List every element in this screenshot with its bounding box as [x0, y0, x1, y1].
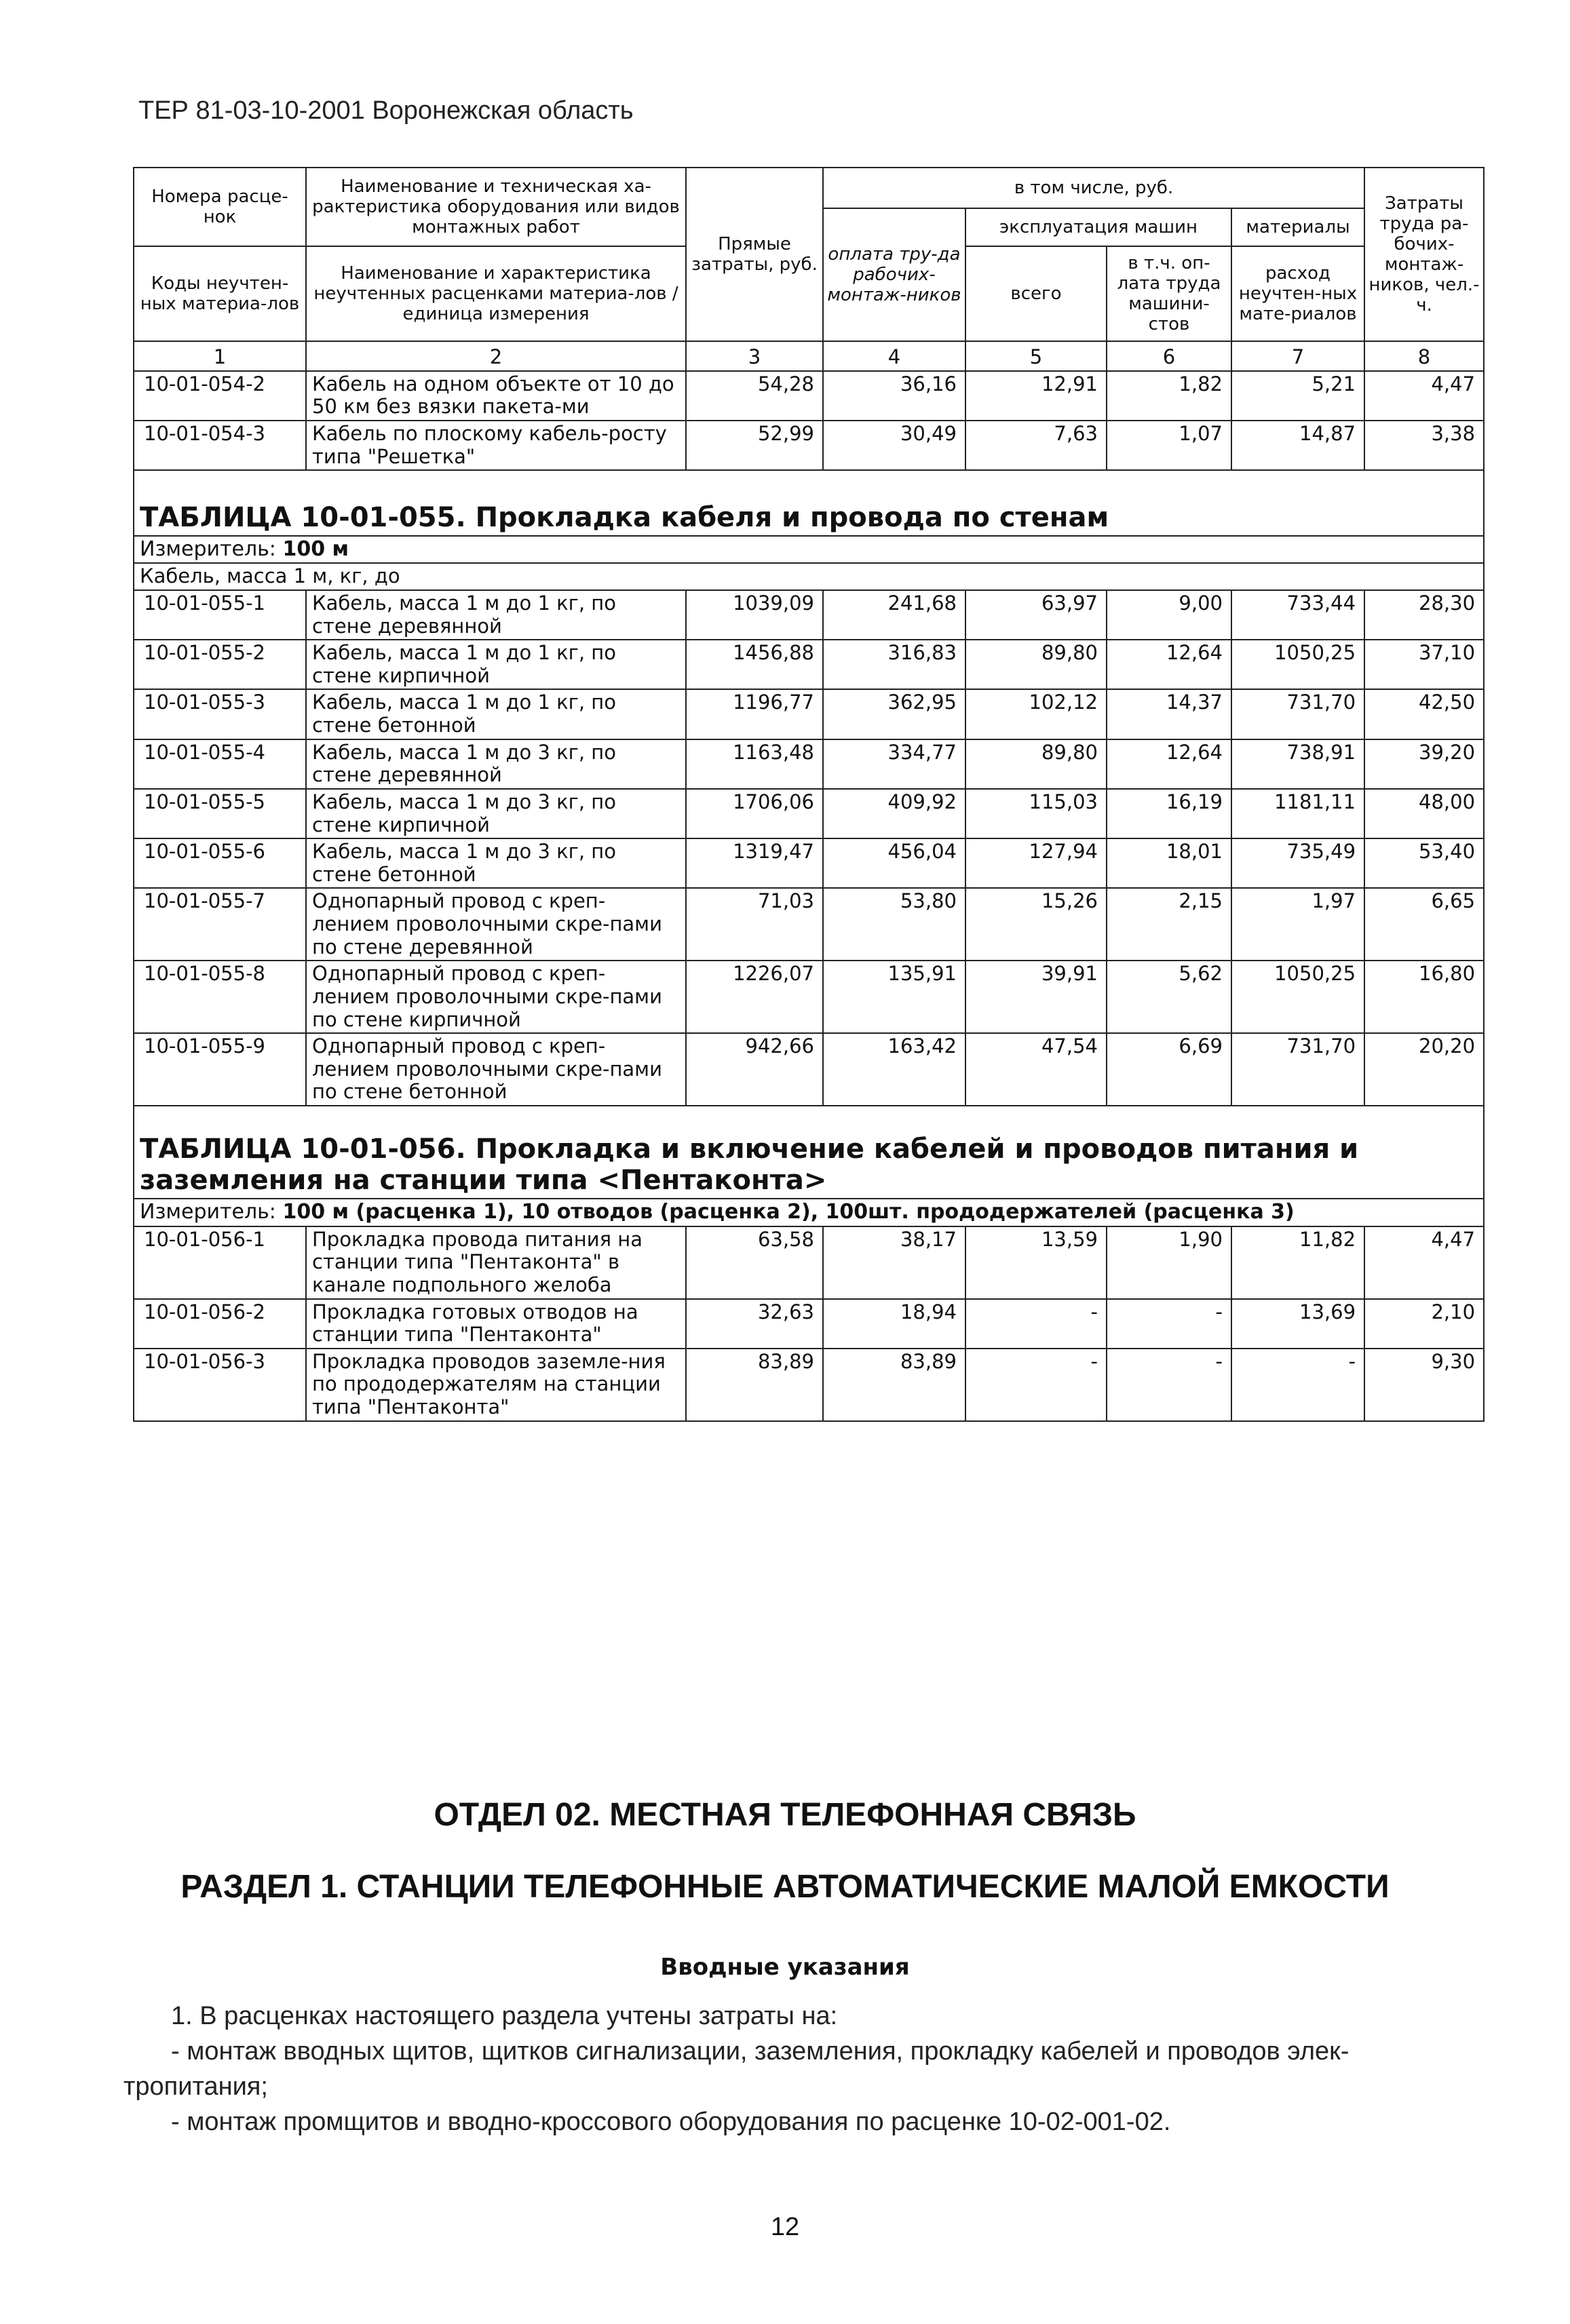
row-code: 10-01-055-1	[134, 590, 306, 640]
intro-text	[123, 1998, 1480, 2139]
row-name: Прокладка провода питания на станции типа "Пентаконта" в канале подпольного желоба	[306, 1226, 686, 1299]
intro-paragraph: 1. В расценках настоящего раздела учтены затраты на:	[171, 2002, 838, 2030]
row-value-c4: 456,04	[823, 838, 965, 888]
row-value-c6: 12,64	[1107, 739, 1231, 789]
row-value-c3: 1163,48	[686, 739, 823, 789]
row-name: Однопарный провод с креп-лением проволочными скре-пами по стене бетонной	[306, 1033, 686, 1106]
col-number: 5	[965, 341, 1107, 371]
row-value-c3: 63,58	[686, 1226, 823, 1299]
row-value-c8: 28,30	[1364, 590, 1484, 640]
table-row	[134, 789, 1484, 838]
row-value-c8: 6,65	[1364, 888, 1484, 961]
row-value-c8: 2,10	[1364, 1299, 1484, 1349]
row-value-c4: 53,80	[823, 888, 965, 961]
header-machinist-pay: в т.ч. оп-лата труда машини-стов	[1107, 246, 1231, 341]
table-row	[134, 1299, 1484, 1349]
header-labor: Затраты труда ра-бочих-монтаж-ников, чел.-ч.	[1364, 168, 1484, 341]
row-value-c7: -	[1231, 1349, 1364, 1421]
row-value-c6: 18,01	[1107, 838, 1231, 888]
row-value-c4: 135,91	[823, 961, 965, 1033]
measure-value: 100 м (расценка 1), 10 отводов (расценка 2), 100шт. прододержателей (расценка 3)	[282, 1199, 1295, 1224]
row-value-c4: 30,49	[823, 421, 965, 470]
row-value-c3: 942,66	[686, 1033, 823, 1106]
measure-label: Измеритель:	[140, 537, 283, 561]
col-number: 6	[1107, 341, 1231, 371]
table-055-subheading: Кабель, масса 1 м, кг, до	[134, 563, 1484, 590]
row-name: Кабель, масса 1 м до 3 кг, по стене бетонной	[306, 838, 686, 888]
row-value-c8: 48,00	[1364, 789, 1484, 838]
row-code: 10-01-055-6	[134, 838, 306, 888]
table-row	[134, 961, 1484, 1033]
row-value-c7: 1050,25	[1231, 961, 1364, 1033]
row-code: 10-01-055-9	[134, 1033, 306, 1106]
row-value-c3: 1706,06	[686, 789, 823, 838]
row-code: 10-01-054-2	[134, 371, 306, 421]
row-value-c6: 1,07	[1107, 421, 1231, 470]
header-codes-bottom: Коды неучтен-ных материа-лов	[134, 246, 306, 341]
row-value-c8: 9,30	[1364, 1349, 1484, 1421]
col-number: 3	[686, 341, 823, 371]
table-row	[134, 1349, 1484, 1421]
row-value-c8: 4,47	[1364, 1226, 1484, 1299]
row-code: 10-01-055-7	[134, 888, 306, 961]
row-value-c7: 731,70	[1231, 689, 1364, 739]
row-value-c6: 16,19	[1107, 789, 1231, 838]
row-value-c5: 7,63	[965, 421, 1107, 470]
rows-056	[134, 1226, 1484, 1421]
row-value-c6: 1,82	[1107, 371, 1231, 421]
row-value-c4: 316,83	[823, 640, 965, 689]
row-value-c8: 37,10	[1364, 640, 1484, 689]
intro-title: Вводные указания	[660, 1954, 910, 1981]
measure-label: Измеритель:	[140, 1199, 283, 1224]
row-value-c7: 738,91	[1231, 739, 1364, 789]
row-value-c8: 20,20	[1364, 1033, 1484, 1106]
rows-055	[134, 590, 1484, 1106]
row-value-c8: 42,50	[1364, 689, 1484, 739]
row-code: 10-01-056-1	[134, 1226, 306, 1299]
header-materials-sub: расход неучтен-ных мате-риалов	[1231, 246, 1364, 341]
row-value-c7: 1050,25	[1231, 640, 1364, 689]
row-value-c6: 5,62	[1107, 961, 1231, 1033]
row-value-c3: 1456,88	[686, 640, 823, 689]
row-value-c4: 83,89	[823, 1349, 965, 1421]
row-value-c6: 14,37	[1107, 689, 1231, 739]
row-value-c3: 71,03	[686, 888, 823, 961]
row-value-c7: 735,49	[1231, 838, 1364, 888]
price-table	[133, 167, 1485, 1422]
row-value-c6: 9,00	[1107, 590, 1231, 640]
row-value-c5: 47,54	[965, 1033, 1107, 1106]
row-value-c8: 3,38	[1364, 421, 1484, 470]
page-number: 12	[770, 2213, 800, 2241]
row-value-c7: 13,69	[1231, 1299, 1364, 1349]
row-code: 10-01-055-2	[134, 640, 306, 689]
row-name: Однопарный провод с креп-лением проволочными скре-пами по стене кирпичной	[306, 961, 686, 1033]
rows-054	[134, 371, 1484, 471]
row-value-c4: 409,92	[823, 789, 965, 838]
table-row	[134, 421, 1484, 470]
header-machine: эксплуатация машин	[965, 208, 1231, 246]
row-name: Кабель, масса 1 м до 1 кг, по стене кирпичной	[306, 640, 686, 689]
table-row	[134, 1226, 1484, 1299]
table-row	[134, 1033, 1484, 1106]
row-value-c5: 39,91	[965, 961, 1107, 1033]
row-name: Кабель, масса 1 м до 3 кг, по стене кирпичной	[306, 789, 686, 838]
row-name: Кабель, масса 1 м до 1 кг, по стене деревянной	[306, 590, 686, 640]
row-value-c7: 733,44	[1231, 590, 1364, 640]
row-value-c5: 13,59	[965, 1226, 1107, 1299]
table-row	[134, 739, 1484, 789]
table-row	[134, 888, 1484, 961]
row-value-c6: 6,69	[1107, 1033, 1231, 1106]
row-code: 10-01-056-2	[134, 1299, 306, 1349]
row-value-c5: 15,26	[965, 888, 1107, 961]
row-code: 10-01-055-8	[134, 961, 306, 1033]
header-codes-top: Номера расце-нок	[134, 168, 306, 246]
department-title: ОТДЕЛ 02. МЕСТНАЯ ТЕЛЕФОННАЯ СВЯЗЬ	[434, 1797, 1136, 1833]
row-name: Кабель, масса 1 м до 3 кг, по стене деревянной	[306, 739, 686, 789]
col-number: 7	[1231, 341, 1364, 371]
row-value-c7: 11,82	[1231, 1226, 1364, 1299]
row-value-c5: 12,91	[965, 371, 1107, 421]
measure-value: 100 м	[282, 537, 349, 561]
table-055-title: ТАБЛИЦА 10-01-055. Прокладка кабеля и провода по стенам	[134, 470, 1484, 535]
header-machine-total: всего	[965, 246, 1107, 341]
row-value-c7: 731,70	[1231, 1033, 1364, 1106]
row-code: 10-01-055-5	[134, 789, 306, 838]
row-code: 10-01-055-3	[134, 689, 306, 739]
table-056-title: ТАБЛИЦА 10-01-056. Прокладка и включение кабелей и проводов питания и заземления на станции типа <Пентаконта>	[134, 1106, 1484, 1199]
row-value-c5: -	[965, 1299, 1107, 1349]
row-name: Кабель по плоскому кабель-росту типа "Решетка"	[306, 421, 686, 470]
row-value-c4: 18,94	[823, 1299, 965, 1349]
row-value-c3: 54,28	[686, 371, 823, 421]
table-055-measure	[134, 536, 1484, 564]
table-056-head	[134, 1106, 1484, 1226]
header-materials: материалы	[1231, 208, 1364, 246]
header-including: в том числе, руб.	[823, 168, 1364, 208]
col-number: 1	[134, 341, 306, 371]
row-name: Кабель, масса 1 м до 1 кг, по стене бетонной	[306, 689, 686, 739]
row-value-c5: 102,12	[965, 689, 1107, 739]
table-row	[134, 689, 1484, 739]
row-code: 10-01-055-4	[134, 739, 306, 789]
row-name: Однопарный провод с креп-лением проволочными скре-пами по стене деревянной	[306, 888, 686, 961]
row-value-c4: 334,77	[823, 739, 965, 789]
row-value-c5: 63,97	[965, 590, 1107, 640]
row-name: Прокладка готовых отводов на станции типа "Пентаконта"	[306, 1299, 686, 1349]
table-056-measure	[134, 1199, 1484, 1226]
row-value-c4: 163,42	[823, 1033, 965, 1106]
row-value-c8: 53,40	[1364, 838, 1484, 888]
row-value-c8: 39,20	[1364, 739, 1484, 789]
intro-paragraph: - монтаж вводных щитов, щитков сигнализации, заземления, прокладку кабелей и проводов элек-тропитания;	[123, 2037, 1349, 2102]
table-055-head	[134, 470, 1484, 590]
row-value-c5: -	[965, 1349, 1107, 1421]
col-number: 8	[1364, 341, 1484, 371]
row-value-c3: 1039,09	[686, 590, 823, 640]
header-name-top: Наименование и техническая ха-рактеристика оборудования или видов монтажных работ	[306, 168, 686, 246]
table-row	[134, 371, 1484, 421]
row-value-c4: 241,68	[823, 590, 965, 640]
row-value-c4: 36,16	[823, 371, 965, 421]
row-value-c5: 115,03	[965, 789, 1107, 838]
row-value-c7: 1181,11	[1231, 789, 1364, 838]
row-value-c5: 89,80	[965, 640, 1107, 689]
row-value-c4: 362,95	[823, 689, 965, 739]
header-name-bottom: Наименование и характеристика неучтенных расценками материа-лов / единица измерения	[306, 246, 686, 341]
row-value-c6: -	[1107, 1299, 1231, 1349]
row-value-c3: 52,99	[686, 421, 823, 470]
row-value-c8: 4,47	[1364, 371, 1484, 421]
row-value-c6: 1,90	[1107, 1226, 1231, 1299]
row-value-c5: 89,80	[965, 739, 1107, 789]
row-value-c5: 127,94	[965, 838, 1107, 888]
table-row	[134, 838, 1484, 888]
header-direct-costs: Прямые затраты, руб.	[686, 168, 823, 341]
row-code: 10-01-054-3	[134, 421, 306, 470]
row-value-c3: 1196,77	[686, 689, 823, 739]
row-code: 10-01-056-3	[134, 1349, 306, 1421]
section-title: РАЗДЕЛ 1. СТАНЦИИ ТЕЛЕФОННЫЕ АВТОМАТИЧЕСКИЕ МАЛОЙ ЕМКОСТИ	[180, 1869, 1390, 1905]
row-value-c6: -	[1107, 1349, 1231, 1421]
col-number: 2	[306, 341, 686, 371]
intro-paragraph: - монтаж промщитов и вводно-кроссового оборудования по расценке 10-02-001-02.	[171, 2108, 1171, 2137]
header-labor-pay: оплата тру-да рабочих-монтаж-ников	[823, 208, 965, 341]
row-value-c6: 2,15	[1107, 888, 1231, 961]
row-name: Прокладка проводов заземле-ния по прододержателям на станции типа "Пентаконта"	[306, 1349, 686, 1421]
page-header: ТЕР 81-03-10-2001 Воронежская область	[138, 96, 634, 125]
row-value-c8: 16,80	[1364, 961, 1484, 1033]
column-numbers-row	[134, 341, 1484, 371]
row-value-c7: 1,97	[1231, 888, 1364, 961]
row-value-c3: 1226,07	[686, 961, 823, 1033]
row-value-c7: 14,87	[1231, 421, 1364, 470]
row-value-c3: 32,63	[686, 1299, 823, 1349]
row-value-c3: 83,89	[686, 1349, 823, 1421]
row-value-c3: 1319,47	[686, 838, 823, 888]
row-value-c6: 12,64	[1107, 640, 1231, 689]
table-row	[134, 640, 1484, 689]
row-value-c4: 38,17	[823, 1226, 965, 1299]
row-name: Кабель на одном объекте от 10 до 50 км без вязки пакета-ми	[306, 371, 686, 421]
col-number: 4	[823, 341, 965, 371]
table-row	[134, 590, 1484, 640]
row-value-c7: 5,21	[1231, 371, 1364, 421]
